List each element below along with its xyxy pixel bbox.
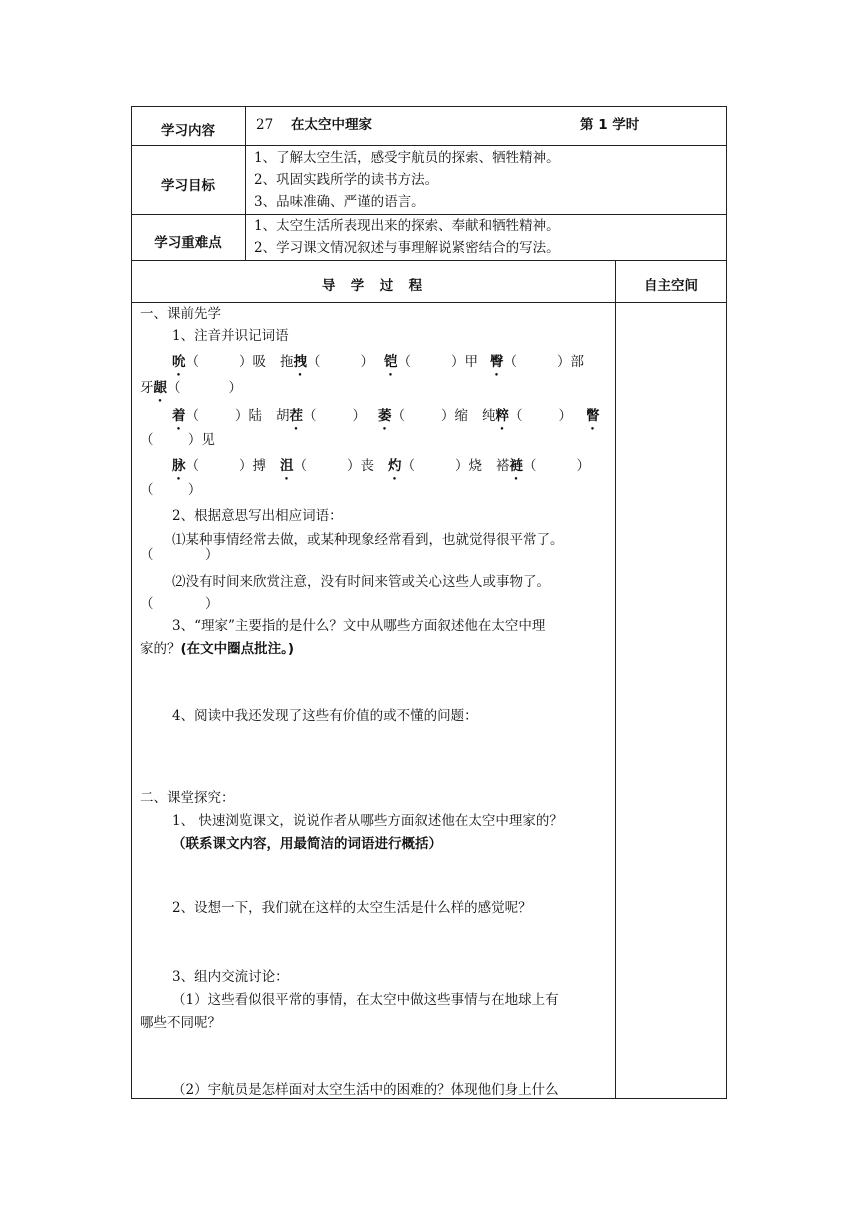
pinyin-row: 脉（ ）搏 沮（ ）丧 灼（ ）烧 褡裢（ ） (172, 458, 590, 474)
row-divider (131, 214, 727, 215)
pinyin-row-wrap: 牙龈（ ） (140, 380, 242, 396)
section-heading: 一、课前先学 (140, 306, 221, 322)
question-text: （2）宇航员是怎样面对太空生活中的困难的？体现他们身上什么 (172, 1082, 559, 1098)
row-divider (131, 302, 727, 303)
question-text: （1）这些看似很平常的事情，在太空中做这些事情与在地球上有 (172, 992, 559, 1008)
pinyin-row-wrap: （ ）见 (140, 432, 215, 448)
column-divider (245, 106, 246, 260)
column-divider (615, 260, 616, 1099)
question-note: （联系课文内容，用最简洁的词语进行概括） (172, 836, 442, 852)
key-point-item: 1、太空生活所表现出来的探索、奉献和牺牲精神。 (254, 218, 560, 234)
question-text: 3、组内交流讨论： (172, 969, 289, 985)
question-text: 4、阅读中我还发现了这些有价值的或不懂的问题： (172, 708, 478, 724)
self-space-label: 自主空间 (644, 278, 698, 294)
lesson-number: 27 (256, 117, 274, 133)
question-text: 3、“理家”主要指的是什么？文中从哪些方面叙述他在太空中理 (172, 618, 546, 634)
key-point-item: 2、学习课文情况叙述与事理解说紧密结合的写法。 (254, 240, 560, 256)
objectives-label: 学习目标 (161, 178, 215, 194)
section-heading: 二、课堂探究： (140, 790, 235, 806)
question-text: 1、注音并识记词语 (172, 328, 289, 344)
key-points-label: 学习重难点 (154, 235, 222, 251)
content-label: 学习内容 (161, 123, 215, 139)
question-text: ⑵没有时间来欣赏注意，没有时间来管或关心这些人或事物了。 (172, 574, 550, 590)
question-text: ⑴某种事情经常去做，或某种现象经常看到，也就觉得很平常了。 (172, 532, 564, 548)
answer-blank: （ ） (140, 547, 219, 563)
answer-blank: （ ） (140, 596, 219, 612)
row-divider (131, 145, 727, 146)
question-text-wrap: 家的？(在文中圈点批注。) (140, 641, 295, 657)
objective-item: 1、了解太空生活，感受宇航员的探索、牺牲精神。 (254, 150, 560, 166)
question-text-wrap: 哪些不同呢？ (140, 1015, 221, 1031)
question-text: 1、 快速浏览课文，说说作者从哪些方面叙述他在太空中理家的？ (172, 813, 563, 829)
row-divider (131, 260, 727, 261)
pinyin-row: 着（ ）陆 胡茬（ ） 萎（ ）缩 纯粹（ ） 瞥 (172, 408, 600, 424)
objective-item: 2、巩固实践所学的读书方法。 (254, 172, 439, 188)
question-text: 2、设想一下，我们就在这样的太空生活是什么样的感觉呢？ (172, 900, 532, 916)
question-text: 2、根据意思写出相应词语： (172, 508, 343, 524)
pinyin-row: 吮（ ）吸 拖拽（ ） 铠（ ）甲 臀（ ）部 (172, 354, 584, 370)
objective-item: 3、品味准确、严谨的语言。 (254, 194, 425, 210)
pinyin-row-wrap: （ ） (140, 482, 202, 498)
process-title: 导 学 过 程 (321, 278, 425, 294)
lesson-period: 第 1 学时 (580, 117, 640, 133)
lesson-title: 在太空中理家 (291, 117, 372, 133)
